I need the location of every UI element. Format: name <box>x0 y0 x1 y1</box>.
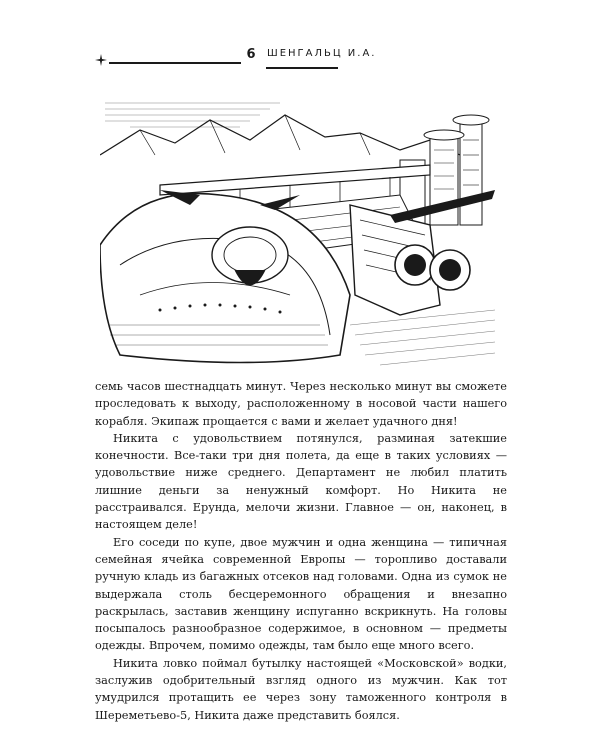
star-ornament-icon <box>95 54 107 66</box>
spaceport-illustration <box>100 95 500 370</box>
running-head-author: ШЕНГАЛЬЦ И.А. <box>267 48 377 59</box>
body-text <box>95 378 507 724</box>
page-header <box>95 47 495 71</box>
header-rule-right <box>266 67 338 69</box>
paragraph: Никита с удовольствием потянулся, разминая затекшие конечности. Все-таки три дня полета, да еще в таких условиях — удовольствие ниже среднего. Департамент не любил платить лишние деньги за ненужный комфорт. Но Никита не расстраивался. Ерунда, мелочи жизни. Главное — он, наконец, в настоящем деле! <box>95 431 507 532</box>
paragraph: Никита ловко поймал бутылку настоящей «Московской» водки, заслужив одобрительный взгляд одного из мужчин. Как тот умудрился протащить ее через зону таможенного контроля в Шереметьево-5, Никита даже представить боялся. <box>95 656 507 722</box>
header-rule-left <box>109 62 241 64</box>
paragraph: семь часов шестнадцать минут. Через несколько минут вы сможете проследовать к выходу, расположенному в носовой части нашего корабля. Экипаж прощается с вами и желает удачного дня! <box>95 380 507 428</box>
page-number: 6 <box>246 47 256 62</box>
paragraph: Его соседи по купе, двое мужчин и одна женщина — типичная семейная ячейка современной Европы — торопливо доставали ручную кладь из багажных отсеков над головами. Одна из сумок не выдержала столь бесцеремонного обращения и внезапно раскрылась, заставив женщину испуганно вскрикнуть. На головы посыпалось разнообразное содержимое, в основном — предметы одежды. Впрочем, помимо одежды, там было еще много всего. <box>95 535 507 653</box>
